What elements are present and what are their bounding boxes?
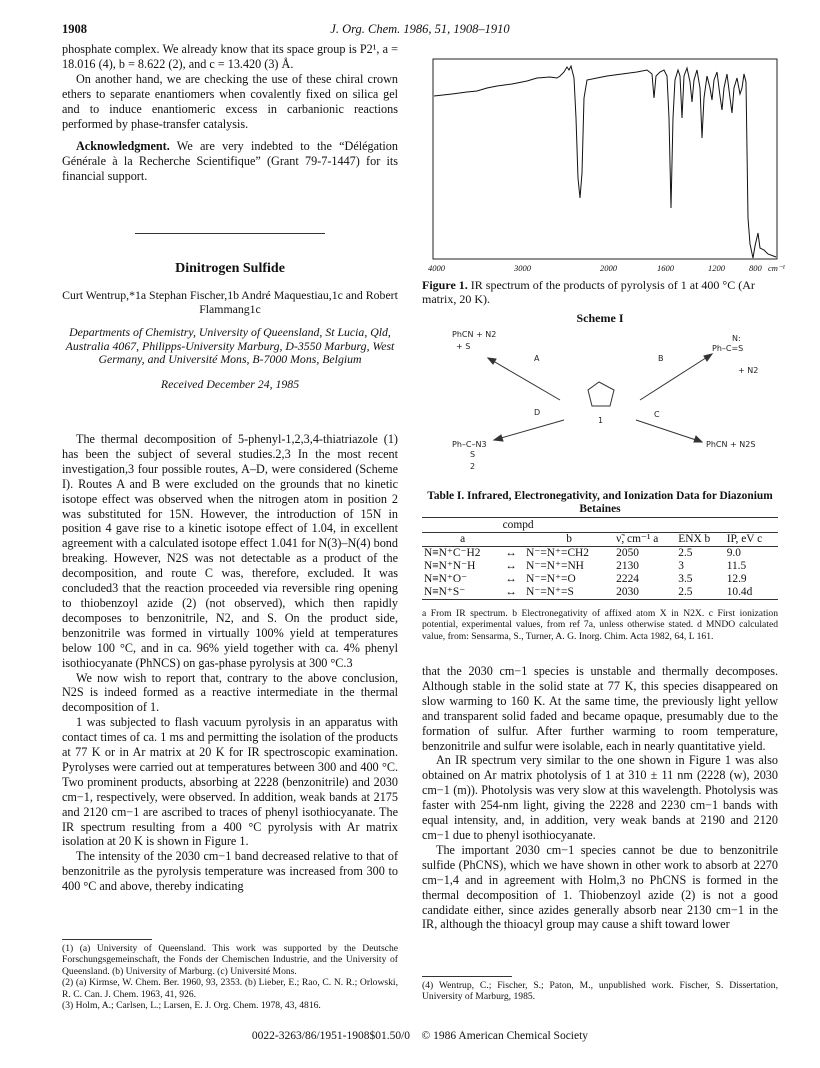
article-title: Dinitrogen Sulfide	[175, 261, 285, 276]
scheme-route-a-sulfur: + S	[456, 342, 471, 351]
footnote-rule	[62, 939, 152, 940]
tick-unit: cm⁻¹	[768, 263, 785, 273]
article-code: 0022-3263/86/1951-1908$01.50/0	[251, 1030, 411, 1042]
header-a: a	[460, 533, 466, 545]
table-row	[422, 560, 778, 573]
body-paragraph-1: The thermal decomposition of 5-phenyl-1,2,3,4-thiatriazole (1) has been the subject of several studies.2,3 In the most recent investigation,3 four possible routes, A–D, were considered (Scheme I). Routes A and B were excluded on the grounds that no kinetic isotope effect was observed when the nitrogen atom in position 2 was substituted for 15N. However, the introduction of 15N in position 4 gave rise to a kinetic isotope effect of 1.04, in excellent agreement with a calculated isotope effect 1.041 for N(3)–N(4) bond breaking. However, N2S was not detectable as a product of the decomposition, and route C was, therefore, excluded. It was concluded3 that the reaction proceeded via reversible ring opening to thiobenzoyl azide (2) (not observed), which then rapidly decomposes to benzonitrile, N2, and S. On the product side, benzonitrile was formed in virtually 100% yield at temperatures below 100 °C, and in ca. 96% yield together with ca. 4% phenyl isothiocyanate (PhNCS) on gas-phase pyrolysis at 300 °C.3	[62, 432, 398, 670]
body-paragraph-7: The important 2030 cm−1 species cannot be due to benzonitrile sulfide (PhCNS), which we have shown in other work to absorb at 2270 cm−1,4 and in agreement with Holm,3 no PhCNS is formed in the thermal decomposition of 1. Thiobenzoyl azide (2) is not a good candidate either, since azides generally absorb near 2130 cm−1 in the IR, although the thioacyl group may cause a shift toward lower	[422, 842, 778, 932]
copyright: © 1986 American Chemical Society	[421, 1030, 589, 1042]
tick-4000: 4000	[428, 263, 445, 273]
table-group-header	[422, 519, 778, 533]
cell-b: N⁻=N⁺=NH	[526, 560, 584, 572]
intro-paragraph-2: On another hand, we are checking the use of these chiral crown ethers to separate enantiomers when covalently fixed on silica gel and to induce enantiomeric excess in carbanionic reactions performed by phase-transfer catalysis.	[62, 71, 398, 131]
cell-b: N⁻=N⁺=CH2	[526, 547, 589, 559]
footnote-2: (2) (a) Kirmse, W. Chem. Ber. 1960, 93, 2353. (b) Lieber, E.; Rao, C. N. R.; Orlowski, R. C. Can. J. Chem. 1963, 41, 926.	[62, 977, 398, 1000]
scheme-azide-2: Ph–C–N3	[452, 440, 487, 449]
cell-arrow: ↔	[505, 547, 517, 559]
footnote-rule-right	[422, 976, 512, 977]
ir-spectrum-plot	[432, 58, 778, 262]
table-title: Table I. Infrared, Electronegativity, and Ionization Data for Diazonium Betaines	[427, 490, 773, 515]
cell-en: 2.5	[678, 547, 693, 559]
scheme-label-b: B	[658, 354, 664, 363]
article-heading-block	[62, 262, 398, 392]
cell-a: N≡N⁺O⁻	[424, 573, 468, 585]
scheme-diagram	[422, 326, 778, 474]
cell-ip: 12.9	[726, 573, 747, 585]
tick-3000: 3000	[514, 263, 531, 273]
table-footnotes: a From IR spectrum. b Electronegativity of affixed atom X in N2X. c First ionization potential, experimental values, from ref 7a, unless otherwise stated. d MNDO calculated value, from: Sensarma, S., Turner, A. G. Inorg. Chim. Acta 1982, 64, L 161.	[422, 608, 778, 642]
cell-ip: 10.4d	[726, 586, 753, 598]
acknowledgment	[62, 139, 398, 184]
footnotes-left	[62, 943, 398, 1011]
cell-a: N≡N⁺N⁻H	[424, 560, 476, 572]
table-row	[422, 547, 778, 561]
spectrum-axis	[422, 263, 785, 277]
cell-wavenumber: 2050	[616, 547, 639, 559]
scheme-route-c-products: PhCN + N2S	[706, 440, 756, 449]
footnote-1: (1) (a) University of Queensland. This work was supported by the Deutsche Forschungsgemeinschaft, the Fonds der Chemischen Industrie, and the University of Queensland. (b) University of Marburg. (c) Université Mons.	[62, 943, 398, 977]
table-row	[422, 586, 778, 600]
affiliation: Departments of Chemistry, University of Queensland, St Lucia, Qld, Australia 4067, Philipps-University Marburg, D-3550 Marburg, West Germany, and Université Mons, B-7000 Mons, Belgium	[65, 325, 395, 367]
body-paragraph-5: that the 2030 cm−1 species is unstable and thermally decomposes. Although stable in the solid state at 77 K, this species disappeared on slow warming to 160 K. At the same time, the previously light yellow and transparent solid faded and became opaque, presumably due to the formation of sulfur. After further warming to room temperature, benzonitrile and sulfur were isolable, each in nearly quantitative yield.	[422, 664, 778, 753]
page-header	[62, 22, 778, 40]
journal-citation: J. Org. Chem. 1986, 51, 1908–1910	[330, 22, 510, 36]
section-divider	[135, 233, 325, 234]
cell-arrow: ↔	[505, 586, 517, 598]
article-body-left	[62, 432, 398, 894]
article-body-right	[422, 664, 778, 932]
scheme-compound-1: 1	[598, 416, 604, 425]
ir-spectrum-figure	[432, 58, 778, 262]
header-wavenumber: ν̃, cm⁻¹ a	[616, 533, 659, 545]
spectrum-trace	[434, 66, 776, 258]
scheme-label-a: A	[534, 354, 540, 363]
scheme-route-b-n2: + N2	[738, 366, 759, 375]
body-paragraph-6: An IR spectrum very similar to the one shown in Figure 1 was also obtained on Ar matrix photolysis of 1 at 310 ± 11 nm (2228 (w), 2030 cm−1 (m)). Photolysis was very slow at this wavelength. Photolysis was faster with 254-nm light, giving the 2228 and 2230 cm−1 bands with equal intensity, and, in addition, very weak bands at 2190 and 2120 cm−1 due to phenyl isothiocyanate.	[422, 753, 778, 842]
body-paragraph-4: The intensity of the 2030 cm−1 band decreased relative to that of benzonitrile as the pyrolysis temperature was increased from 300 to 400 °C and above, thereby indicating	[62, 849, 398, 894]
scheme-azide-num: 2	[470, 462, 476, 471]
scheme-azide-s: S	[470, 450, 476, 459]
tick-1600: 1600	[657, 263, 674, 273]
left-column-top	[62, 42, 398, 184]
figure-caption-label: Figure 1.	[422, 278, 468, 292]
tick-1200: 1200	[708, 263, 725, 273]
table-row	[422, 573, 778, 586]
cell-en: 2.5	[678, 586, 693, 598]
table-header-row	[422, 533, 778, 547]
cell-wavenumber: 2224	[616, 573, 639, 585]
footnote-4: (4) Wentrup, C.; Fischer, S.; Paton, M., unpublished work. Fischer, S. Dissertation, University of Marburg, 1985.	[422, 980, 778, 1003]
scheme-label-d: D	[534, 408, 541, 417]
figure-caption-text: IR spectrum of the products of pyrolysis of 1 at 400 °C (Ar matrix, 20 K).	[422, 278, 755, 306]
page-number: 1908	[62, 22, 87, 36]
footnote-3: (3) Holm, A.; Carlsen, L.; Larsen, E. J. Org. Chem. 1978, 43, 4816.	[62, 1000, 321, 1012]
cell-ip: 11.5	[726, 560, 747, 572]
figure-caption	[422, 278, 778, 306]
table-top-rule	[422, 517, 778, 518]
header-b: b	[566, 533, 572, 545]
acknowledgment-body: We are very indebted to the “Délégation Générale à la Recherche Scientifique” (Grant 79-7-1447) for its financial support.	[62, 139, 398, 184]
scheme-nitrene-n: N:	[732, 334, 741, 343]
cell-wavenumber: 2030	[616, 586, 639, 598]
cell-ip: 9.0	[726, 547, 741, 559]
cell-b: N⁻=N⁺=S	[526, 586, 574, 598]
authors: Curt Wentrup,*1a Stephan Fischer,1b André Maquestiau,1c and Robert Flammang1c	[62, 287, 398, 316]
page-footer	[62, 1030, 778, 1042]
cell-a: N≡N⁺C⁻H2	[424, 547, 481, 559]
cell-arrow: ↔	[505, 573, 517, 585]
data-table	[422, 519, 778, 600]
cell-en: 3.5	[678, 573, 693, 585]
tick-2000: 2000	[600, 263, 617, 273]
scheme-route-a-products: PhCN + N2	[452, 330, 497, 339]
compd-header: compd	[502, 519, 534, 531]
header-ip: IP, eV c	[726, 533, 763, 545]
header-en: ENX b	[678, 533, 711, 545]
cell-b: N⁻=N⁺=O	[526, 573, 576, 585]
scheme-label-c: C	[654, 410, 660, 419]
tick-800: 800	[749, 263, 762, 273]
cell-a: N≡N⁺S⁻	[424, 586, 466, 598]
cell-en: 3	[678, 560, 684, 572]
received-date: Received December 24, 1985	[160, 376, 300, 391]
cell-wavenumber: 2130	[616, 560, 639, 572]
cell-arrow: ↔	[505, 560, 517, 572]
body-paragraph-2: We now wish to report that, contrary to the above conclusion, N2S is indeed formed as a reactive intermediate in the thermal decomposition of 1.	[62, 670, 398, 715]
acknowledgment-heading: Acknowledgment.	[76, 139, 170, 154]
scheme-title: Scheme I	[576, 311, 624, 325]
intro-paragraph: phosphate complex. We already know that its space group is P2¹, a = 18.016 (4), b = 8.622 (2), and c = 13.420 (3) Å.	[62, 42, 398, 71]
body-paragraph-3: 1 was subjected to flash vacuum pyrolysis in an apparatus with contact times of ca. 1 ms and permitting the isolation of the products at 77 K or in Ar matrix at 20 K for IR spectroscopic examination. Pyrolyses were carried out at temperatures between 300 and 400 °C. Two prominent products, absorbing at 2228 (benzonitrile) and 2030 cm−1, respectively, were observed. In addition, weak bands at 2175 and 2120 cm−1 are ascribed to traces of phenyl isothiocyanate. The IR spectrum resulting from a 400 °C pyrolysis with Ar matrix isolation at 20 K is shown in Figure 1.	[62, 715, 398, 849]
scheme-route-b-product: Ph–C=S	[712, 344, 744, 353]
